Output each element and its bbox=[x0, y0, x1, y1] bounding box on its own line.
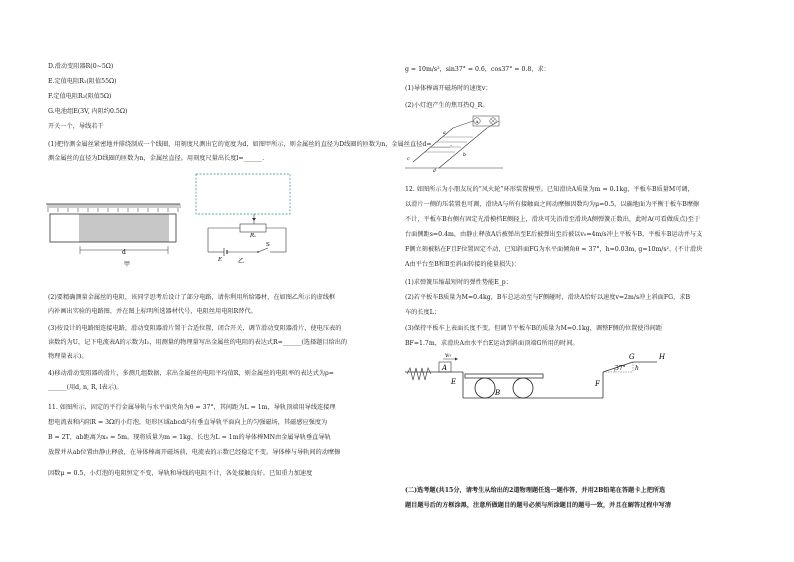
svg-text:c: c bbox=[407, 157, 410, 162]
p12-line-e: F侧立刻被粘在F且F位置固定不动，已知斜面FG为水平面倾角θ = 37°，h=0.03m, g=10m/s²，(不计滑块 bbox=[405, 246, 703, 253]
q2-line-a: (2)要精确测量金属丝的电阻，该同学思考后设计了部分电路，请你利用所给器材，在如图乙所示的虚线框 bbox=[48, 294, 336, 301]
item-f: F.定值电阻R₂(阻值5Ω) bbox=[48, 93, 112, 100]
p11-line-e: 因数μ = 0.5，小灯泡的电阻恒定不变，导轨和导线的电阻不计，各处接触良好。已知重力加速度 bbox=[48, 470, 313, 477]
q4-line-b: ______(用d, n, R, l表示)。 bbox=[48, 384, 123, 391]
svg-text:A: A bbox=[475, 119, 479, 124]
right-column bbox=[397, 0, 794, 562]
svg-text:d: d bbox=[433, 169, 436, 174]
p12-q3-a: (3)保持平板车上表面长度不变，但调节平板车B的质量为M=0.1kg，调整F侧的位置使得间距 bbox=[405, 325, 663, 332]
q3-line-b: 读数约为U，记下电流表A的示数为I₁，用测量的物理量写出金属丝的电阻的表达式R=______(选择题目给出的 bbox=[48, 339, 348, 346]
p12-line-b: 以滑片一侧的压装置也可调，滑块A与所有接触面之间动摩擦因数均为μ=0.5，以确地面为平衡于板车B摩擦 bbox=[405, 201, 700, 208]
p12-line-c: 不计，平板车B右侧有固定光滑模档E侧轻上，滑块可先沿滑至滑块A侧弹簧正数出，此时A(可看做质点)至于 bbox=[405, 216, 701, 223]
p12-q2-b: 车的长度L； bbox=[405, 309, 441, 316]
fig-h-label: H bbox=[659, 353, 666, 361]
fig-d-label: d bbox=[122, 249, 126, 256]
fig-h-small-label: h bbox=[635, 365, 639, 372]
fig-b-label: B bbox=[495, 389, 501, 397]
p11-q2: (2)小灯泡产生的焦耳热Q_R。 bbox=[405, 102, 489, 109]
svg-text:b: b bbox=[463, 153, 466, 158]
item-h: 开关一个，导线若干 bbox=[48, 123, 104, 130]
p12-q2-a: (2)若平板车B质量为M=0.4kg，B车总运动至与F侧碰时，滑块A恰好以速度v=2m/s冲上斜面FG，求B bbox=[405, 294, 691, 301]
p12-line-f: A由平台至B和B至斜面转接的能量损失)： bbox=[405, 261, 520, 268]
p11-line-d: 放置并从ab位置由静止释放，在导体棒离开磁场前，电流表的示数已经稳定不变。导体棒与导轨间的动摩擦 bbox=[48, 449, 341, 456]
figure-jia-coil bbox=[44, 196, 184, 272]
p11-q1: (1)导体棒离开磁场时的速度v； bbox=[405, 85, 492, 92]
item-e: E.定值电阻R₁(阻值55Ω) bbox=[48, 78, 117, 85]
fig-yi-label: 乙 bbox=[238, 258, 245, 264]
q2-line-b: 内补画出实验的电路图，并在图上标明所选器材代号，电阻丝用电阻R替代。 bbox=[48, 308, 257, 315]
g-line: g = 10m/s²，sin37° = 0.6，cos37° = 0.8，求： bbox=[405, 66, 550, 73]
svg-text:a: a bbox=[443, 131, 446, 136]
figure-yi-circuit bbox=[194, 172, 294, 264]
p11-line-a: 11. 如图所示，固定的平行金属导轨与水平面夹角为θ = 37°，其间距为L = 1m，导轨顶端用导线连接理 bbox=[48, 404, 336, 411]
fig-jia-label: 甲 bbox=[124, 261, 131, 268]
p11-line-c: B = 2T，ab距离为x₀ = 5m。现将质量为m = 1kg、长也为L = 1m的导体棒MN由金属导轨垂直导轨 bbox=[48, 434, 331, 441]
fig-g-label: G bbox=[629, 353, 635, 361]
p11-line-b: 想电流表和内阻R = 3Ω的小灯泡。矩形区域abcd内有垂直导轨平面向上的匀强磁场，其磁感应强度为 bbox=[48, 419, 328, 426]
optional-line-b: 题目题号后的方框涂黑，注意所做题目的题号必须与所涂题目的题号一致，并且在解答过程中写清 bbox=[405, 502, 672, 509]
fig-rx-label: Rₓ bbox=[250, 233, 257, 239]
q1-line-a: (1)把待测金属丝紧密地并排绕制成一个线圈，用刻度尺测出它的宽度为d，如图甲所示，则金属丝的直径为D线圈的匝数为n，金属丝直径d=______. bbox=[48, 141, 453, 148]
fig-v0-label: v₀ bbox=[445, 352, 451, 359]
fig-s-label: S bbox=[266, 242, 270, 248]
fig-f-label: F bbox=[595, 380, 600, 388]
fig-e-label-right: E bbox=[451, 378, 457, 386]
q1-line-b: 测金属丝的直径为D线圈的匝数为n，金属丝直径。用刻度尺量出长度l=______. bbox=[48, 155, 265, 162]
q3-line-a: (3)按设计的电路图连接电路，滑动变阻器滑片置于合适位置，闭合开关，调节滑动变阻器滑片，使电压表的 bbox=[48, 325, 342, 332]
q4-line-a: 4)移动滑动变阻器的滑片，多测几组数据，求出金属丝的电阻平均值R，则金属丝的电阻率的表达式为ρ= bbox=[48, 370, 334, 377]
p12-q3-b: BF=1.7m，求滑块A由水平台E运动到斜面顶端G所用的时间。 bbox=[405, 340, 579, 347]
figure-inclined-rails bbox=[403, 114, 513, 174]
fig-angle-label: 37° bbox=[615, 365, 626, 372]
p12-q1: (1)求弹簧压缩最短时的弹性势能E_p； bbox=[405, 279, 512, 286]
p12-line-a: 12. 如图所示为小朋友玩的“风火轮”环形装置模型。已知滑块A质量为m = 0.1kg，平板车B质量M可调， bbox=[405, 186, 694, 193]
fig-e-label: E bbox=[218, 257, 223, 263]
item-g: G.电池组E(3V, 内阻约0.5Ω) bbox=[48, 108, 128, 115]
item-d: D.滑动变阻器R(0~5Ω) bbox=[48, 63, 114, 70]
p12-line-d: 台面侧距s=0.4m，由静止释放A后被弹出至E后被弹出至后被以v₀=4m/s冲上平板车B，平板车B运动并与支 bbox=[405, 231, 703, 238]
figure-wheel-cart bbox=[403, 348, 673, 412]
q3-line-c: 物理量表示)。 bbox=[48, 353, 88, 360]
optional-line-a: (二)选考题(共15分，请考生从给出的2道物理题任选一题作答，并用2B铅笔在答题卡上把所选 bbox=[405, 487, 666, 494]
fig-a-label: A bbox=[442, 364, 448, 372]
